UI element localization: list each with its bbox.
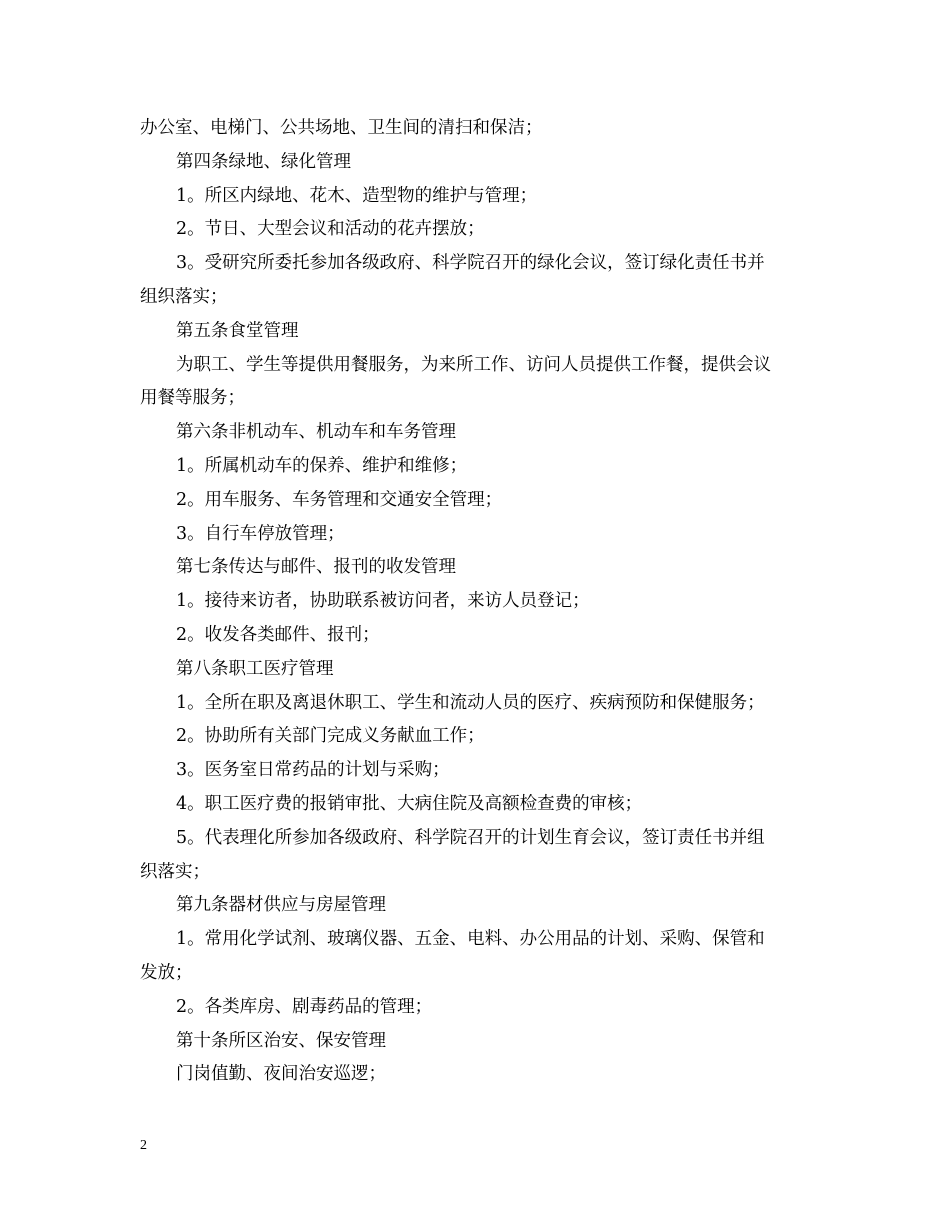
text-line: 用餐等服务； (140, 388, 245, 409)
text-line: 第九条器材供应与房屋管理 (176, 895, 386, 916)
text-line: 1。所区内绿地、花木、造型物的维护与管理； (176, 185, 538, 206)
text-line: 门岗值勤、夜间治安巡逻； (176, 1064, 386, 1085)
text-line: 2。各类库房、剧毒药品的管理； (176, 996, 433, 1017)
text-line: 第八条职工医疗管理 (176, 658, 334, 679)
text-line: 5。代表理化所参加各级政府、科学院召开的计划生育会议，签订责任书并组 (176, 827, 765, 848)
text-line: 3。医务室日常药品的计划与采购； (176, 760, 450, 781)
text-line: 2。协助所有关部门完成义务献血工作； (176, 726, 485, 747)
text-line: 为职工、学生等提供用餐服务，为来所工作、访问人员提供工作餐，提供会议 (176, 354, 771, 375)
text-line: 1。接待来访者，协助联系被访问者，来访人员登记； (176, 591, 590, 612)
text-line: 2。节日、大型会议和活动的花卉摆放； (176, 219, 485, 240)
text-line: 发放； (140, 962, 193, 983)
text-line: 1。常用化学试剂、玻璃仪器、五金、电料、办公用品的计划、采购、保管和 (176, 929, 765, 950)
text-line: 组织落实； (140, 286, 228, 307)
text-line: 3。受研究所委托参加各级政府、科学院召开的绿化会议，签订绿化责任书并 (176, 253, 765, 274)
text-line: 第四条绿地、绿化管理 (176, 151, 351, 172)
text-line: 2。用车服务、车务管理和交通安全管理； (176, 489, 503, 510)
text-line: 办公室、电梯门、公共场地、卫生间的清扫和保洁； (140, 118, 543, 138)
text-line: 1。全所在职及离退休职工、学生和流动人员的医疗、疾病预防和保健服务； (176, 692, 765, 713)
text-line: 第七条传达与邮件、报刊的收发管理 (176, 557, 456, 578)
text-line: 第六条非机动车、机动车和车务管理 (176, 422, 456, 443)
text-line: 第十条所区治安、保安管理 (176, 1030, 386, 1051)
text-line: 第五条食堂管理 (176, 320, 299, 341)
text-line: 织落实； (140, 861, 210, 882)
text-line: 4。职工医疗费的报销审批、大病住院及高额检查费的审核； (176, 793, 643, 814)
page-number: 2 (140, 1138, 147, 1153)
text-line: 1。所属机动车的保养、维护和维修； (176, 455, 468, 476)
text-line: 3。自行车停放管理； (176, 523, 345, 544)
document-body (140, 112, 812, 1092)
text-line: 2。收发各类邮件、报刊； (176, 624, 380, 645)
